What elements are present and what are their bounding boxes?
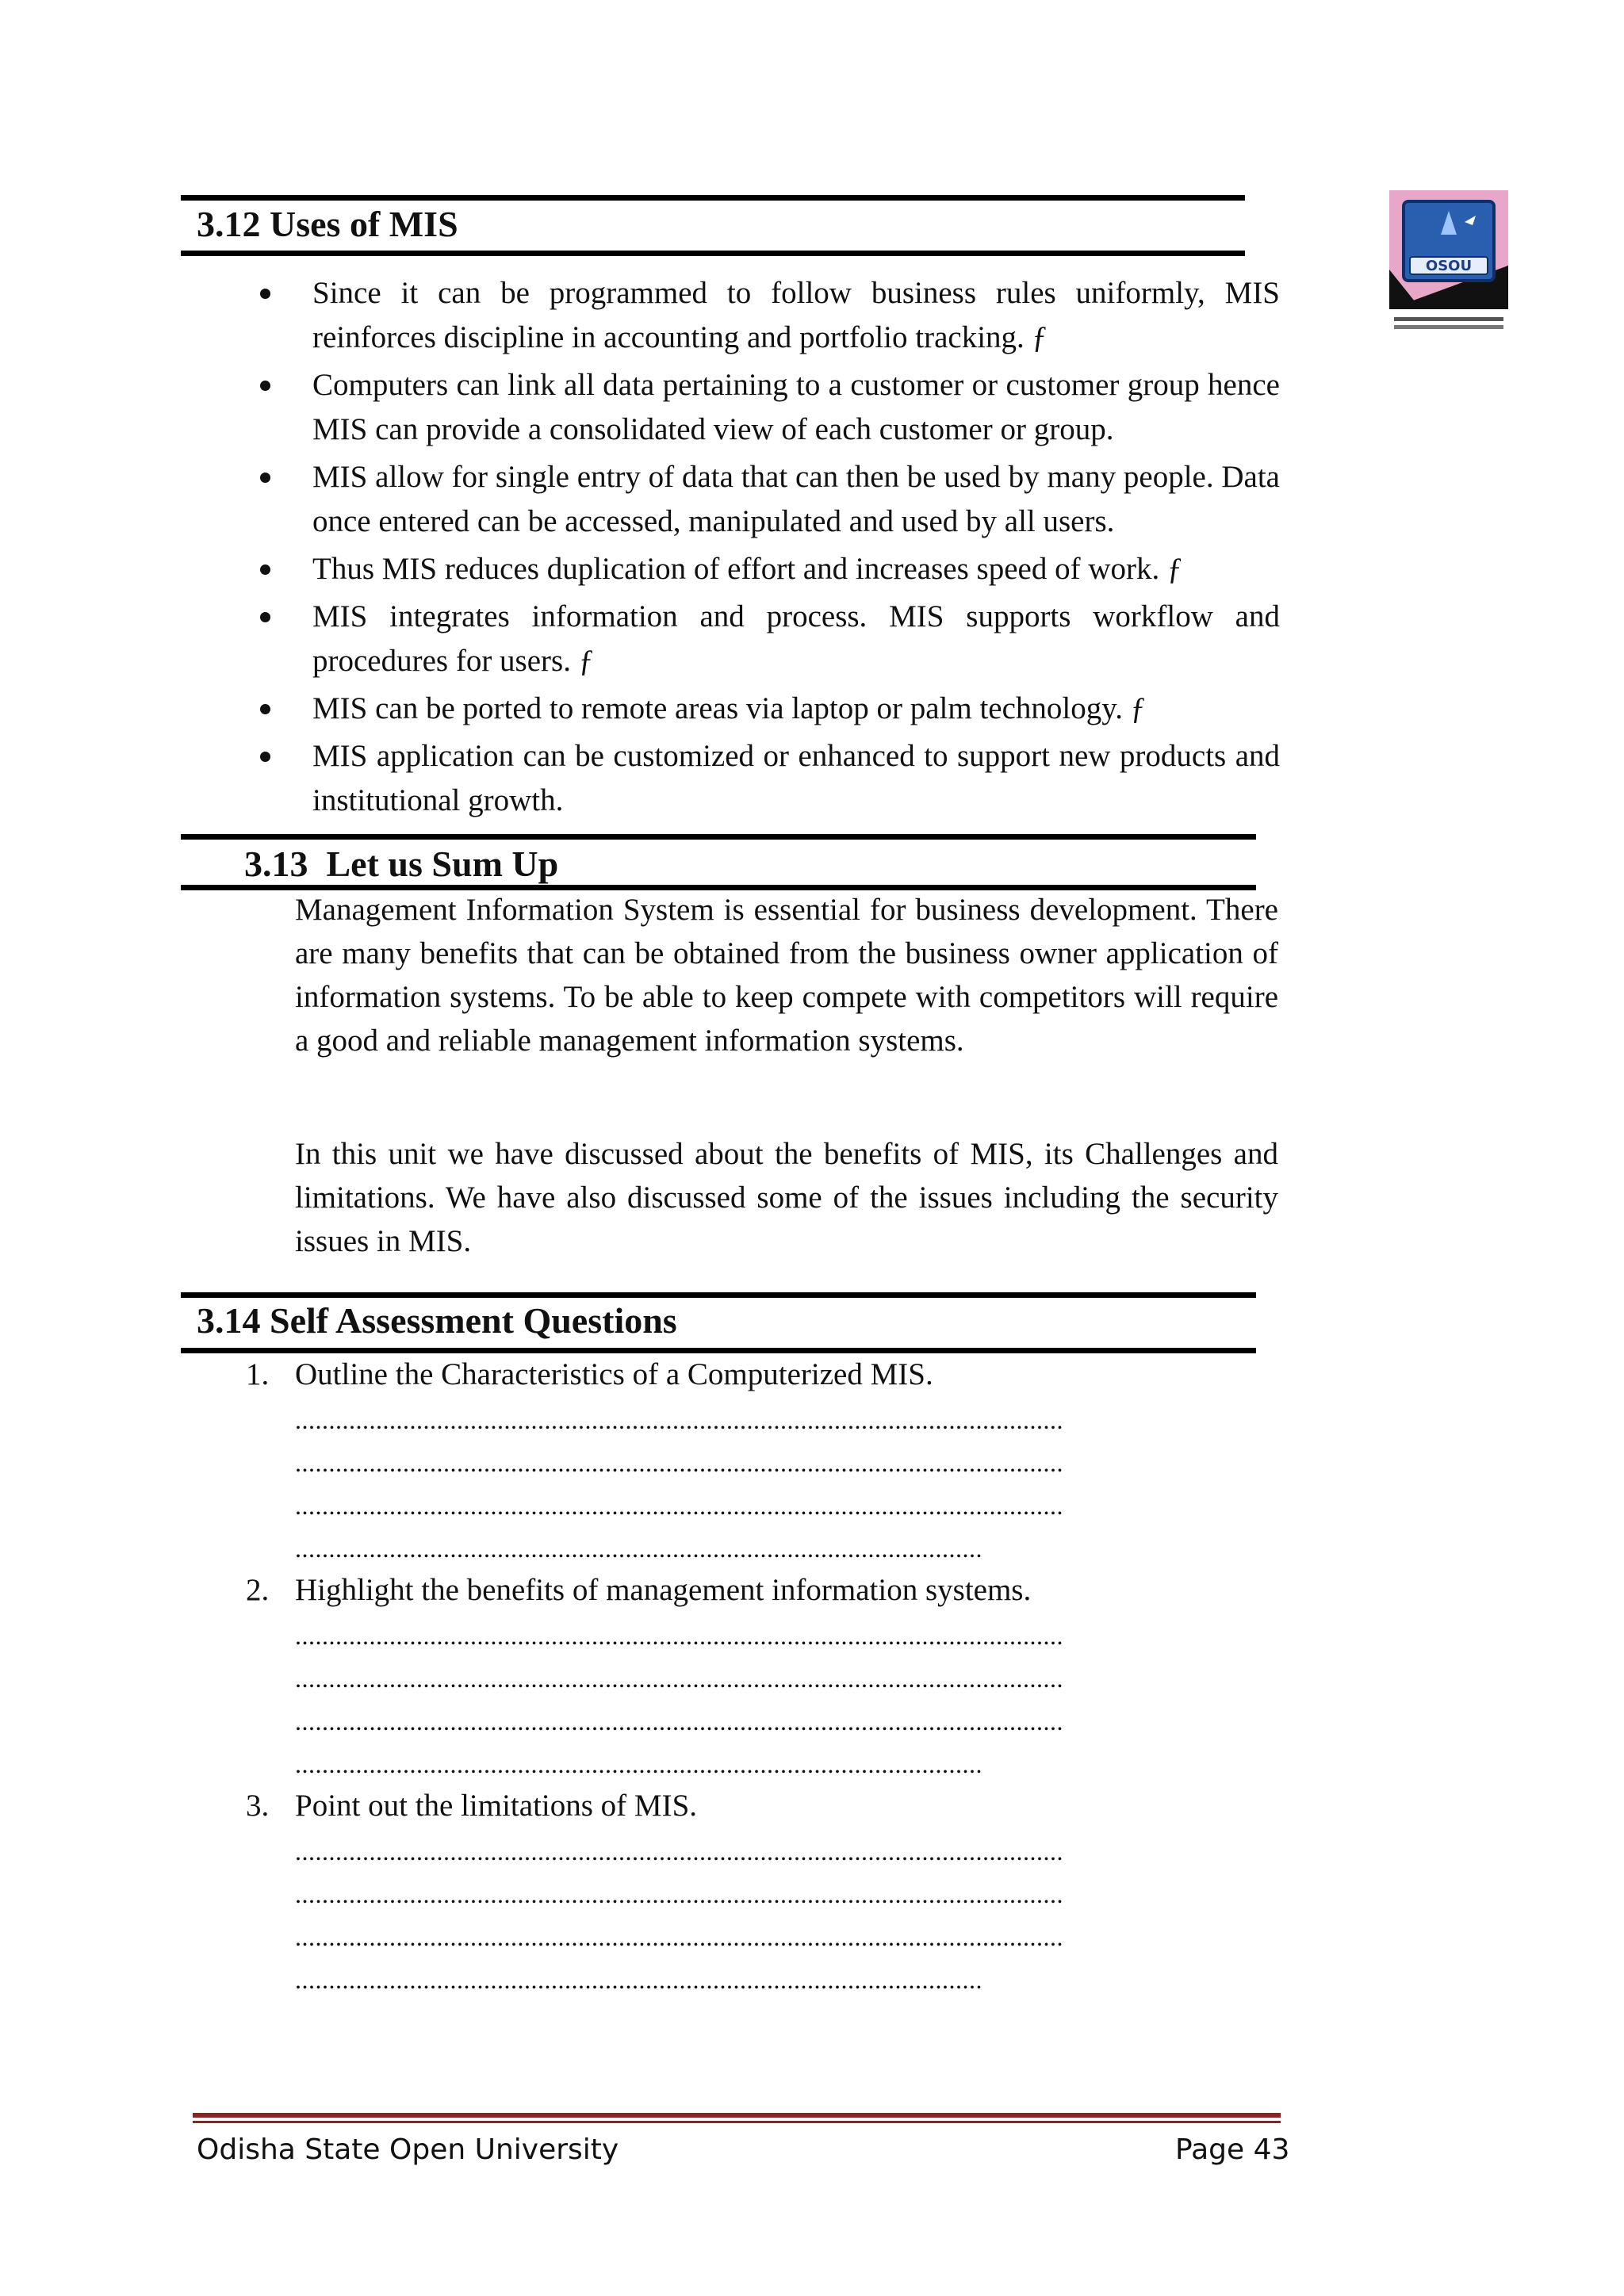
summary-paragraph: Management Information System is essential for business development. There are many benefits that can be obtained from the business owner application of information systems. To be able to keep compete with competitors will require a good and reliable management information systems. [295, 893, 1278, 1058]
question-number: 3. [246, 1789, 270, 1823]
bullet-icon [260, 612, 270, 622]
footer-university: Odisha State Open University [197, 2133, 619, 2166]
list-item: Computers can link all data pertaining to a customer or customer group hence MIS can provide a consolidated view of each customer or group. [255, 363, 1280, 452]
question-number: 2. [246, 1573, 270, 1607]
list-item: Thus MIS reduces duplication of effort and increases speed of work. ƒ [255, 547, 1280, 591]
bullet-icon [260, 381, 270, 391]
answer-line[interactable]: .................................................................................................................. [295, 1923, 1063, 1951]
question-number: 1. [246, 1357, 270, 1391]
bullet-icon [260, 704, 270, 714]
section-heading-3-12: 3.12 Uses of MIS [197, 204, 458, 244]
summary-paragraph: In this unit we have discussed about the benefits of MIS, its Challenges and limitations. We have also discussed some of the issues including the security issues in MIS. [295, 1137, 1278, 1258]
answer-line[interactable]: .................................................................................................................. [295, 1406, 1063, 1434]
question-text: Outline the Characteristics of a Computerized MIS. [295, 1357, 933, 1391]
heading-rule-bottom [181, 251, 1245, 256]
section-heading-3-13: 3.13 Let us Sum Up [244, 844, 559, 884]
answer-line[interactable]: .................................................................................................................. [295, 1880, 1063, 1908]
answer-line[interactable]: .................................................................................................................. [295, 1664, 1063, 1693]
list-item: MIS application can be customized or enhanced to support new products and institutional growth. [255, 734, 1280, 823]
footer-page-number: Page 43 [1175, 2133, 1290, 2166]
footer-rule [193, 2121, 1281, 2123]
answer-line[interactable]: .................................................................................................................. [295, 1837, 1063, 1866]
answer-line[interactable]: .................................................................................................................. [295, 1621, 1063, 1650]
answer-line[interactable]: ...................................................................................................... [295, 1534, 982, 1563]
answer-line[interactable]: ...................................................................................................... [295, 1750, 982, 1778]
osou-logo [1389, 190, 1508, 338]
list-item: MIS allow for single entry of data that can then be used by many people. Data once entered can be accessed, manipulated and used by all users. [255, 455, 1280, 544]
answer-line[interactable]: ...................................................................................................... [295, 1965, 982, 1994]
answer-line[interactable]: .................................................................................................................. [295, 1707, 1063, 1735]
bullet-icon [260, 289, 270, 299]
svg-text:OSOU: OSOU [1425, 258, 1473, 274]
heading-rule-top [181, 195, 1245, 201]
osou-logo-icon [1389, 190, 1508, 338]
list-item: MIS integrates information and process. MIS supports workflow and procedures for users. ƒ [255, 595, 1280, 683]
question-text: Point out the limitations of MIS. [295, 1789, 698, 1823]
footer-rule [193, 2113, 1281, 2118]
answer-line[interactable]: .................................................................................................................. [295, 1491, 1063, 1520]
uses-of-mis-list [255, 271, 1280, 826]
heading-rule-top [181, 1292, 1256, 1298]
bullet-icon [260, 564, 270, 575]
bullet-icon [260, 752, 270, 762]
bullet-icon [260, 473, 270, 483]
answer-line[interactable]: .................................................................................................................. [295, 1448, 1063, 1477]
heading-rule-top [181, 834, 1256, 840]
list-item: Since it can be programmed to follow business rules uniformly, MIS reinforces discipline in accounting and portfolio tracking. ƒ [255, 271, 1280, 360]
question-text: Highlight the benefits of management information systems. [295, 1573, 1032, 1607]
list-item: MIS can be ported to remote areas via laptop or palm technology. ƒ [255, 687, 1280, 731]
section-heading-3-14: 3.14 Self Assessment Questions [197, 1300, 677, 1341]
